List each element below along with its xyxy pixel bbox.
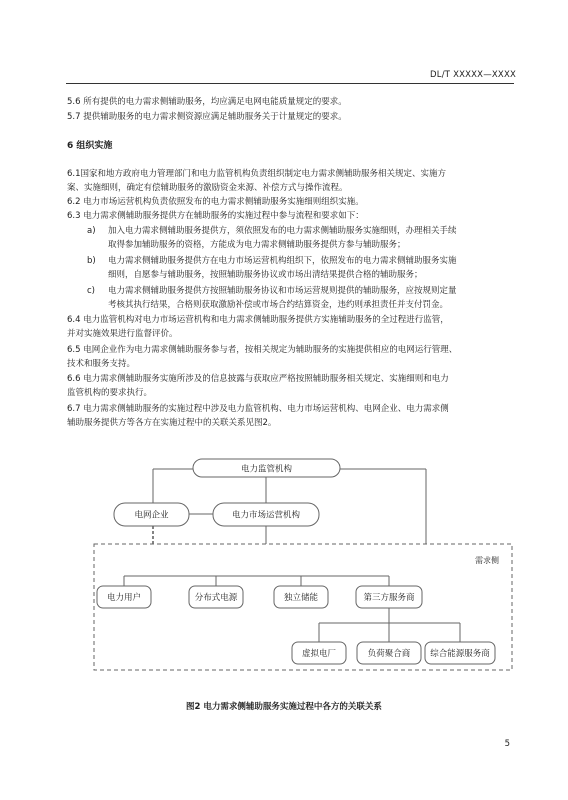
item-c-line1: 电力需求侧辅助服务提供方按照辅助服务协议和市场运营规则提供的辅助服务，应按规则定量 xyxy=(108,286,457,296)
storage-label: 独立储能 xyxy=(283,593,319,603)
energy-provider-label: 综合能源服务商 xyxy=(430,649,490,659)
regulator-label: 电力监管机构 xyxy=(240,464,293,475)
clause-6-4-line2: 并对实施效果进行监督评价。 xyxy=(67,329,178,339)
clause-6-6-line1: 6.6 电力需求侧辅助服务实施所涉及的信息披露与获取应严格按照辅助服务相关规定、实施细则和电力 xyxy=(67,374,449,384)
clause-6-1-line2: 案、实施细则，确定有偿辅助服务的激励资金来源、补偿方式与操作流程。 xyxy=(67,183,348,193)
clause-6-1-line1: 6.1国家和地方政府电力管理部门和电力监管机构负责组织制定电力需求侧辅助服务相关规定、实施方 xyxy=(67,169,447,179)
item-c-line2: 考核其执行结果，合格则获取激励补偿或市场合约结算资金，违约则承担责任并支付罚金。 xyxy=(108,300,449,310)
item-c-label: c) xyxy=(87,286,95,296)
item-b-line2: 细则，自愿参与辅助服务，按照辅助服务协议或市场出清结果提供合格的辅助服务； xyxy=(108,270,423,280)
clause-6-5-line2: 技术和服务支持。 xyxy=(67,359,136,369)
clause-6-3: 6.3 电力需求侧辅助服务提供方在辅助服务的实施过程中参与流程和要求如下： xyxy=(67,211,364,221)
market-operator-label: 电力市场运营机构 xyxy=(231,510,301,521)
page-number: 5 xyxy=(504,739,510,749)
clause-6-7-line2: 辅助服务提供方等各方在实施过程中的关联关系见图2。 xyxy=(67,418,277,428)
figure-caption: 图2 电力需求侧辅助服务实施过程中各方的关联关系 xyxy=(186,702,382,712)
item-a-line2: 取得参加辅助服务的资格，方能成为电力需求侧辅助服务提供方参与辅助服务； xyxy=(108,240,406,250)
doc-code: DL/T XXXXX—XXXX xyxy=(430,70,516,80)
section-6-heading: 6 组织实施 xyxy=(67,141,113,151)
grid-company-label: 电网企业 xyxy=(134,510,169,521)
item-b-line1: 电力需求侧辅助服务提供方在电力市场运营机构组织下，依照发布的电力需求侧辅助服务实施 xyxy=(108,256,457,266)
clause-6-6-line2: 监管机构的要求执行。 xyxy=(67,388,153,398)
power-user-label: 电力用户 xyxy=(106,593,142,603)
vpp-label: 虚拟电厂 xyxy=(301,649,337,659)
demand-side-label: 需求侧 xyxy=(475,556,499,565)
item-a-label: a) xyxy=(87,226,96,236)
clause-6-2: 6.2 电力市场运营机构负责依照发布的电力需求侧辅助服务实施细则组织实施。 xyxy=(67,197,364,207)
third-party-label: 第三方服务商 xyxy=(363,593,415,603)
clause-6-5-line1: 6.5 电网企业作为电力需求侧辅助服务参与者，按相关规定为辅助服务的实施提供相应的电网运行管理、 xyxy=(67,345,458,355)
clause-6-7-line1: 6.7 电力需求侧辅助服务的实施过程中涉及电力监管机构、电力市场运营机构、电网企业、电力需求侧 xyxy=(67,404,449,414)
item-a-line1: 加入电力需求侧辅助服务提供方，须依照发布的电力需求侧辅助服务实施细则，办理相关手续 xyxy=(108,226,457,236)
clause-5-6: 5.6 所有提供的电力需求侧辅助服务，均应满足电网电能质量规定的要求。 xyxy=(67,97,347,107)
clause-6-4-line1: 6.4 电力监管机构对电力市场运营机构和电力需求侧辅助服务提供方实施辅助服务的全过程进行监管， xyxy=(67,315,449,325)
load-aggregator-label: 负荷聚合商 xyxy=(367,649,411,659)
item-b-label: b) xyxy=(87,256,96,266)
distributed-power-label: 分布式电源 xyxy=(194,593,238,603)
clause-5-7: 5.7 提供辅助服务的电力需求侧资源应满足辅助服务关于计量规定的要求。 xyxy=(67,112,347,122)
